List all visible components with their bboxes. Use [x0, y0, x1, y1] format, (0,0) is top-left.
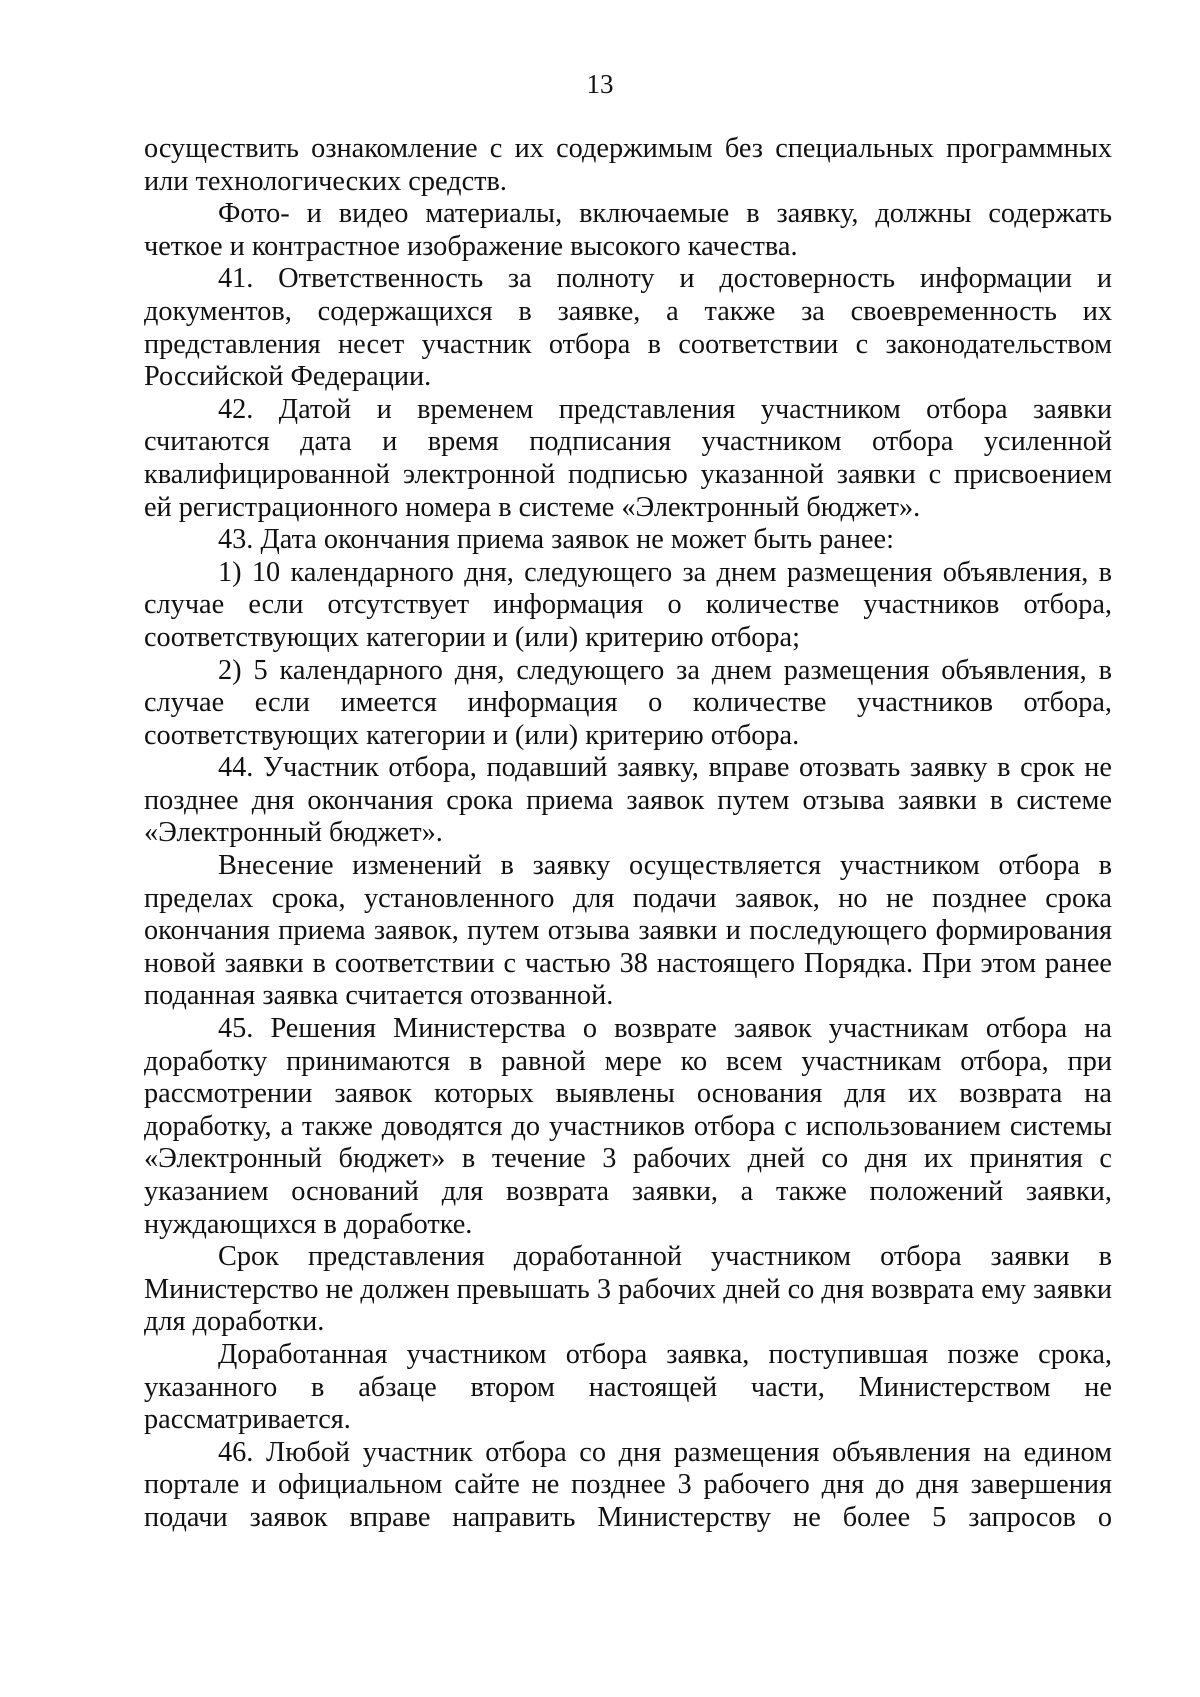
- paragraph-43-item-1: 1) 10 календарного дня, следующего за днем размещения объявления, в случае если отсутствует информация о количестве участников отбора, соответствующих категории и (или) критерию отбора;: [144, 556, 1112, 653]
- paragraph-43: 43. Дата окончания приема заявок не может быть ранее:: [218, 524, 894, 556]
- paragraph-45-late: Доработанная участником отбора заявка, поступившая позже срока, указанного в абзаце втором настоящей части, Министерством не рассматривается.: [144, 1338, 1112, 1436]
- paragraph-46: 46. Любой участник отбора со дня размещения объявления на едином портале и официальном сайте не позднее 3 рабочего дня до дня завершения подачи заявок вправе направить Министерству не более 5 запросов о: [144, 1436, 1112, 1533]
- paragraph-41: 41. Ответственность за полноту и достоверность информации и документов, содержащихся в заявке, а также за своевременность их представления несет участник отбора в соответствии с законодательством Российской Федерации.: [144, 263, 1112, 393]
- document-body: [144, 133, 1112, 1535]
- paragraph-43-item-2: 2) 5 календарного дня, следующего за днем размещения объявления, в случае если имеется информация о количестве участников отбора, соответствующих категории и (или) критерию отбора.: [144, 654, 1112, 751]
- paragraph-45: 45. Решения Министерства о возврате заявок участникам отбора на доработку принимаются в равной мере ко всем участникам отбора, при рассмотрении заявок которых выявлены основания для их возврата на доработку, а также доводятся до участников отбора с использованием системы «Электронный бюджет» в течение 3 рабочих дней со дня их принятия с указанием оснований для возврата заявки, а также положений заявки, нуждающихся в доработке.: [144, 1013, 1112, 1240]
- paragraph-45-deadline: Срок представления доработанной участником отбора заявки в Министерство не должен превышать 3 рабочих дней со дня возврата ему заявки для доработки.: [144, 1241, 1112, 1338]
- paragraph-44: 44. Участник отбора, подавший заявку, вправе отозвать заявку в срок не позднее дня окончания срока приема заявок путем отзыва заявки в системе «Электронный бюджет».: [144, 752, 1112, 849]
- paragraph-continuation: осуществить ознакомление с их содержимым без специальных программных или технологических средств.: [144, 133, 1112, 197]
- page-number: 13: [586, 69, 614, 99]
- paragraph-42: 42. Датой и временем представления участником отбора заявки считаются дата и время подписания участником отбора усиленной квалифицированной электронной подписью указанной заявки с присвоением ей регистрационного номера в системе «Электронный бюджет».: [144, 393, 1112, 523]
- paragraph-photo-video: Фото- и видео материалы, включаемые в заявку, должны содержать четкое и контрастное изображение высокого качества.: [144, 198, 1112, 262]
- paragraph-44-changes: Внесение изменений в заявку осуществляется участником отбора в пределах срока, установленного для подачи заявок, но не позднее срока окончания приема заявок, путем отзыва заявки и последующего формирования новой заявки в соответствии с частью 38 настоящего Порядка. При этом ранее поданная заявка считается отозванной.: [144, 850, 1112, 1012]
